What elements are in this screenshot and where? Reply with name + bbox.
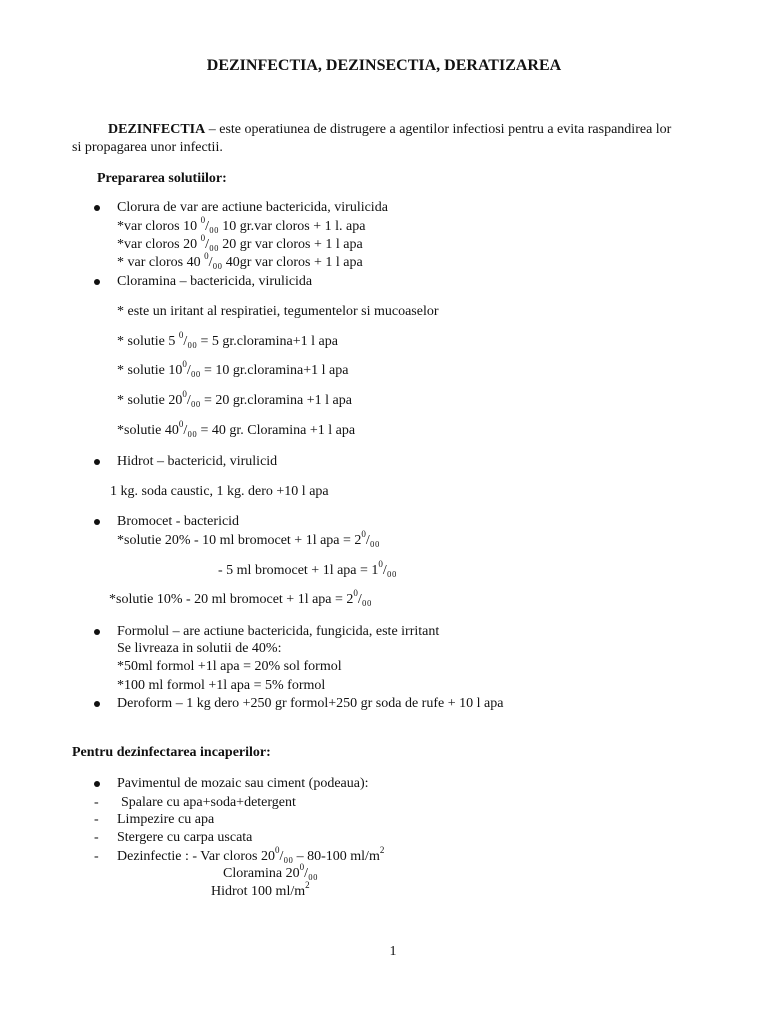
page-title: DEZINFECTIA, DEZINSECTIA, DERATIZAREA xyxy=(206,57,562,74)
dash-marker: - xyxy=(94,849,99,864)
formol-line-3: *100 ml formol +1l apa = 5% formol xyxy=(117,678,326,693)
formol-head: Formolul – are actiune bactericida, fungicida, este irritant xyxy=(117,624,440,639)
intro-line-1 xyxy=(108,121,671,139)
bromocet-head: Bromocet - bactericid xyxy=(117,514,240,529)
cloramina-note: * este un iritant al respiratiei, tegumentelor si mucoaselor xyxy=(117,304,439,319)
bromocet-line-2: - 5 ml bromocet + 1l apa = $1^0/_{00}$ xyxy=(218,559,397,578)
clorura-head: Clorura de var are actiune bactericida, virulicida xyxy=(117,200,388,215)
bromocet-line-1: *solutie 20% - 10 ml bromocet + 1l apa = $2^0/_{00}$ xyxy=(117,529,380,548)
pavement-hidrot: Hidrot 100 $ml/m^2$ xyxy=(211,880,310,899)
rooms-heading: Pentru dezinfectarea incaperilor: xyxy=(72,745,271,760)
cloramina-sol-3: * solutie $20^0/_{00} = 20$ gr.cloramina +1 l apa xyxy=(117,389,352,408)
cloramina-sol-2: * solutie $10^0/_{00} = 10$ gr.cloramina+1 l apa xyxy=(117,359,349,378)
bullet-icon xyxy=(94,205,100,211)
cloramina-sol-1: * solutie 5 $^0$/₀₀ = 5 gr.cloramina+1 l apa xyxy=(117,330,338,349)
pavement-dezinfectie: Dezinfectie : - Var cloros $20^0/_{00} - 80-100$ $ml/m^2$ xyxy=(117,845,385,864)
cloramina-sol-4: *solutie $40^0/_{00} = 40$ gr. Cloramina +1 l apa xyxy=(117,419,356,438)
page-number: 1 xyxy=(389,944,397,959)
pavement-cloramina: Cloramina $20^0/_{00}$ xyxy=(223,862,318,881)
intro-text: – este operatiunea de distrugere a agentilor infectiosi pentru a evita raspandirea lor xyxy=(205,122,672,137)
bullet-icon xyxy=(94,629,100,635)
dash-marker: - xyxy=(94,830,99,845)
clorura-line-1: *var cloros 10 $^0$/₀₀ 10 gr.var cloros + 1 l. apa xyxy=(117,215,366,234)
pavement-step-1: Spalare cu apa+soda+detergent xyxy=(121,795,296,810)
intro-term: DEZINFECTIA xyxy=(108,122,206,137)
pavement-step-2: Limpezire cu apa xyxy=(117,812,215,827)
formol-line-1: Se livreaza in solutii de 40%: xyxy=(117,641,282,656)
bullet-icon xyxy=(94,459,100,465)
dash-marker: - xyxy=(94,795,99,810)
cloramina-head: Cloramina – bactericida, virulicida xyxy=(117,274,313,289)
deroform-line: Deroform – 1 kg dero +250 gr formol+250 gr soda de rufe + 10 l apa xyxy=(117,696,504,711)
bullet-icon xyxy=(94,701,100,707)
hidrot-line: 1 kg. soda caustic, 1 kg. dero +10 l apa xyxy=(110,484,329,499)
pavement-step-3: Stergere cu carpa uscata xyxy=(117,830,253,845)
hidrot-head: Hidrot – bactericid, virulicid xyxy=(117,454,278,469)
pavement-head: Pavimentul de mozaic sau ciment (podeaua): xyxy=(117,776,369,791)
clorura-line-2: *var cloros 20 $^0$/₀₀ 20 gr var cloros + 1 l apa xyxy=(117,233,363,252)
dash-marker: - xyxy=(94,812,99,827)
prep-heading: Prepararea solutiilor: xyxy=(97,171,227,186)
intro-line-2: si propagarea unor infectii. xyxy=(72,140,223,155)
bullet-icon xyxy=(94,781,100,787)
bullet-icon xyxy=(94,519,100,525)
formol-line-2: *50ml formol +1l apa = 20% sol formol xyxy=(117,659,342,674)
clorura-line-3: * var cloros 40 $^0$/₀₀ 40gr var cloros + 1 l apa xyxy=(117,251,363,270)
bullet-icon xyxy=(94,279,100,285)
bromocet-line-3: *solutie 10% - 20 ml bromocet + 1l apa = $2^0/_{00}$ xyxy=(109,588,372,607)
